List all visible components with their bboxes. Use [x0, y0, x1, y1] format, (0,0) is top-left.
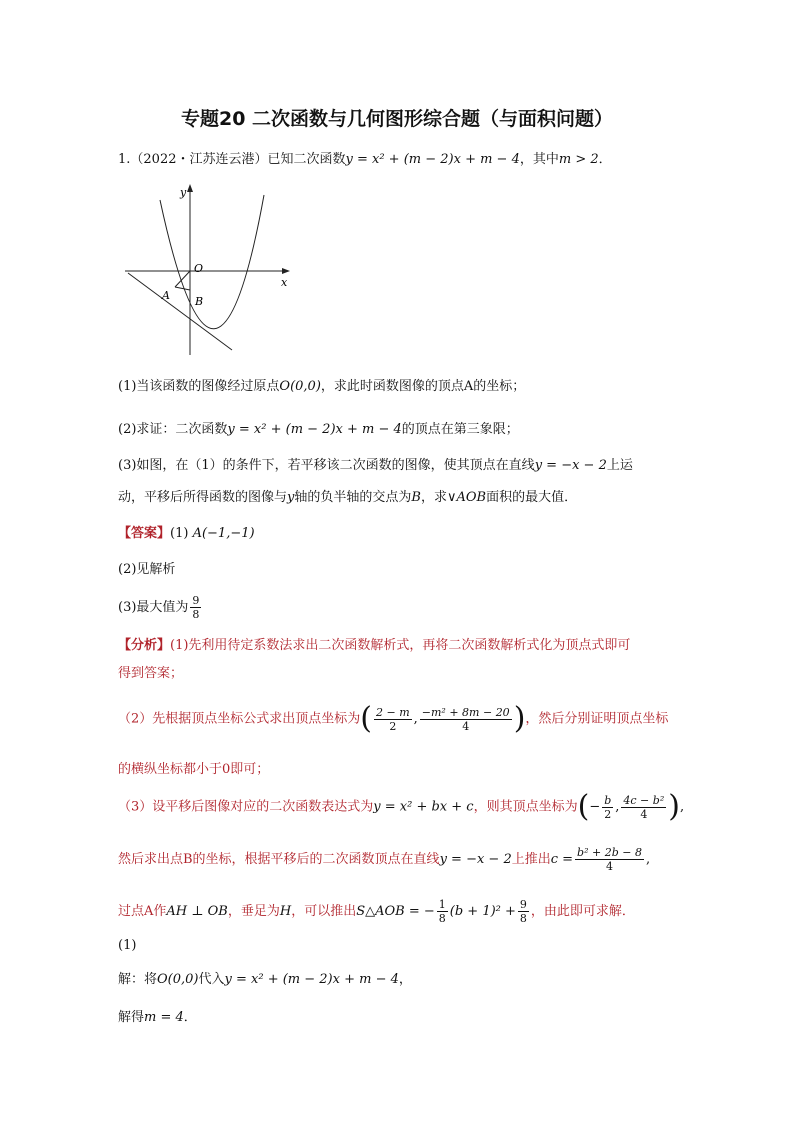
solution-line-2 [118, 1008, 197, 1028]
frac-num: 9 [519, 898, 527, 911]
answer-label: 【答案】 [118, 526, 171, 541]
analysis-line-5: （3）设平移后图像对应的二次函数表达式为y = x² + bx + c，则其顶点坐标为(− $\frac{b}{2}$ , $\frac{\text{4c − b²}}{4}$ ), [118, 789, 685, 824]
solution-label: (1) [118, 938, 137, 953]
frac-num: b [604, 793, 612, 807]
analysis-3-text-b: ，然后分别证明顶点坐标 [525, 711, 669, 727]
solution-2-m: m = 4 [144, 1010, 184, 1025]
part-3b-triangle: ∨AOB [446, 490, 487, 505]
solution-2-text-b: ． [183, 1010, 197, 1025]
analysis-line-2: 得到答案； [118, 666, 184, 681]
part-3-line-1 [118, 456, 633, 476]
answer-line-1 [118, 524, 255, 544]
solution-2-text-a: 解得 [118, 1010, 145, 1025]
frac-den: 4 [640, 807, 648, 821]
y-label: y [180, 186, 187, 199]
analysis-7-perp: AH ⊥ OB [166, 904, 228, 919]
analysis-6-c: c = [550, 852, 574, 867]
analysis-1-text: (1)先利用待定系数法求出二次函数解析式，再将二次函数解析式化为顶点式即可 [170, 638, 631, 653]
answer-3-den: 8 [192, 608, 200, 621]
answer-3-text: (3)最大值为 [118, 600, 189, 615]
part-3-text-a: (3)如图，在（1）的条件下，若平移该二次函数的图像，使其顶点在直线 [118, 458, 535, 473]
analysis-line-1 [118, 636, 630, 656]
analysis-5-text-a: （3）设平移后图像对应的二次函数表达式为 [118, 799, 374, 815]
frac-den: 4 [606, 860, 613, 873]
part-3-line-eq: y = −x − 2 [534, 458, 607, 473]
analysis-line-7 [118, 898, 635, 925]
analysis-line-6: 然后求出点B的坐标，根据平移后的二次函数顶点在直线y = −x − 2上推出c = $\frac{\text{b² + 2b − 8}}{4}$ , [118, 846, 651, 873]
x-label: x [281, 276, 288, 289]
point-A-label: A [162, 289, 170, 302]
part-3-text-c: 上运 [606, 458, 633, 473]
analysis-7-frac-2 [518, 898, 529, 925]
analysis-7-text-d: ，由此即可求解． [530, 904, 635, 919]
frac-den: 8 [519, 912, 527, 925]
part-3-line-2 [118, 488, 577, 508]
question-1 [118, 150, 612, 170]
part-2-text-a: (2)求证：二次函数 [118, 422, 228, 437]
part-3b-text-e: ，求 [420, 490, 447, 505]
y-axis-arrow [187, 184, 193, 192]
frac-num: 2 − m [376, 705, 410, 719]
analysis-7-frac-1 [437, 898, 448, 925]
analysis-7-text-a: 过点A作 [118, 904, 167, 919]
part-1 [118, 377, 525, 397]
parabola-figure [120, 180, 300, 360]
part-3b-y: y [287, 490, 295, 505]
frac-den: 4 [462, 719, 470, 733]
part-3b-text-c: 轴的负半轴的交点为 [294, 490, 412, 505]
analysis-7-area-2: (b + 1)² + [449, 904, 516, 919]
answer-1-label: (1) [170, 526, 189, 541]
part-1-point: O(0,0) [279, 379, 321, 394]
solution-1-function: y = x² + (m − 2)x + m − 4 [224, 972, 399, 987]
x-axis-arrow [282, 268, 290, 274]
analysis-7-H: H [279, 904, 292, 919]
solution-1-text-b: 代入 [198, 972, 225, 987]
part-2 [118, 420, 519, 440]
analysis-line-3: （2）先根据顶点坐标公式求出顶点坐标为( $\frac{2 - m}{2}$ , $\frac{\text{−m² + 8m − 20}}{4}$ )，然后分别证明顶点坐标 [118, 701, 669, 736]
analysis-7-text-b: ，垂足为 [227, 904, 280, 919]
solution-1-text-a: 解：将 [118, 972, 158, 987]
analysis-5-text-b: ，则其顶点坐标为 [473, 799, 578, 815]
point-B-label: B [195, 295, 204, 308]
analysis-6-text-a: 然后求出点B的坐标，根据平移后的二次函数顶点在直线 [118, 852, 440, 867]
frac-num: −m² + 8m − 20 [421, 705, 510, 719]
part-3b-text-g: 面积的最大值． [486, 490, 578, 505]
analysis-5-frac-1 [602, 794, 613, 821]
analysis-7-text-c: ，可以推出 [291, 904, 357, 919]
page-title: 专题20 二次函数与几何图形综合题（与面积问题） [180, 108, 614, 130]
part-2-function: y = x² + (m − 2)x + m − 4 [227, 422, 402, 437]
question-condition: m > 2 [558, 152, 599, 167]
analysis-5-function: y = x² + bx + c [373, 799, 474, 815]
answer-3-num: 9 [192, 594, 200, 607]
solution-1-text-c: ， [398, 972, 412, 987]
answer-3-fraction [190, 594, 201, 621]
analysis-label: 【分析】 [118, 638, 171, 653]
analysis-6-text-b: 上推出 [511, 852, 551, 867]
analysis-5-frac-2 [621, 794, 666, 821]
question-source: 1.（2022・江苏连云港）已知二次函数 [118, 152, 346, 167]
solution-1-point: O(0,0) [157, 972, 199, 987]
frac-den: 2 [389, 719, 397, 733]
analysis-7-area: S△AOB = − [356, 904, 435, 919]
segment-AB [175, 287, 190, 290]
line-y-neg-x-minus-2 [128, 273, 232, 350]
frac-num: 1 [438, 898, 446, 911]
part-1-text-a: (1)当该函数的图像经过原点 [118, 379, 280, 394]
analysis-3-text-a: （2）先根据顶点坐标公式求出顶点坐标为 [118, 711, 361, 727]
analysis-line-4: 的横纵坐标都小于0即可； [118, 762, 270, 777]
frac-num: b² + 2b − 8 [577, 846, 642, 859]
part-3b-text-a: 动，平移后所得函数的图像与 [118, 490, 288, 505]
frac-den: 8 [438, 912, 446, 925]
question-function: y = x² + (m − 2)x + m − 4 [345, 152, 520, 167]
analysis-6-frac [575, 846, 644, 873]
analysis-3-frac-2 [420, 706, 512, 733]
analysis-3-frac-1 [374, 706, 412, 733]
origin-label: O [194, 262, 204, 275]
answer-1-value: A(−1,−1) [192, 526, 255, 541]
part-1-text-c: ，求此时函数图像的顶点A的坐标； [320, 379, 526, 394]
question-cond-prefix: ，其中 [519, 152, 559, 167]
part-2-text-c: 的顶点在第三象限； [401, 422, 519, 437]
frac-den: 2 [604, 807, 612, 821]
answer-line-2: (2)见解析 [118, 562, 176, 577]
answer-line-3 [118, 594, 203, 621]
frac-num: 4c − b² [623, 793, 665, 807]
analysis-6-line-eq: y = −x − 2 [439, 852, 512, 867]
part-3b-B: B [411, 490, 421, 505]
question-cond-end: ． [598, 152, 612, 167]
solution-line-1 [118, 970, 412, 990]
